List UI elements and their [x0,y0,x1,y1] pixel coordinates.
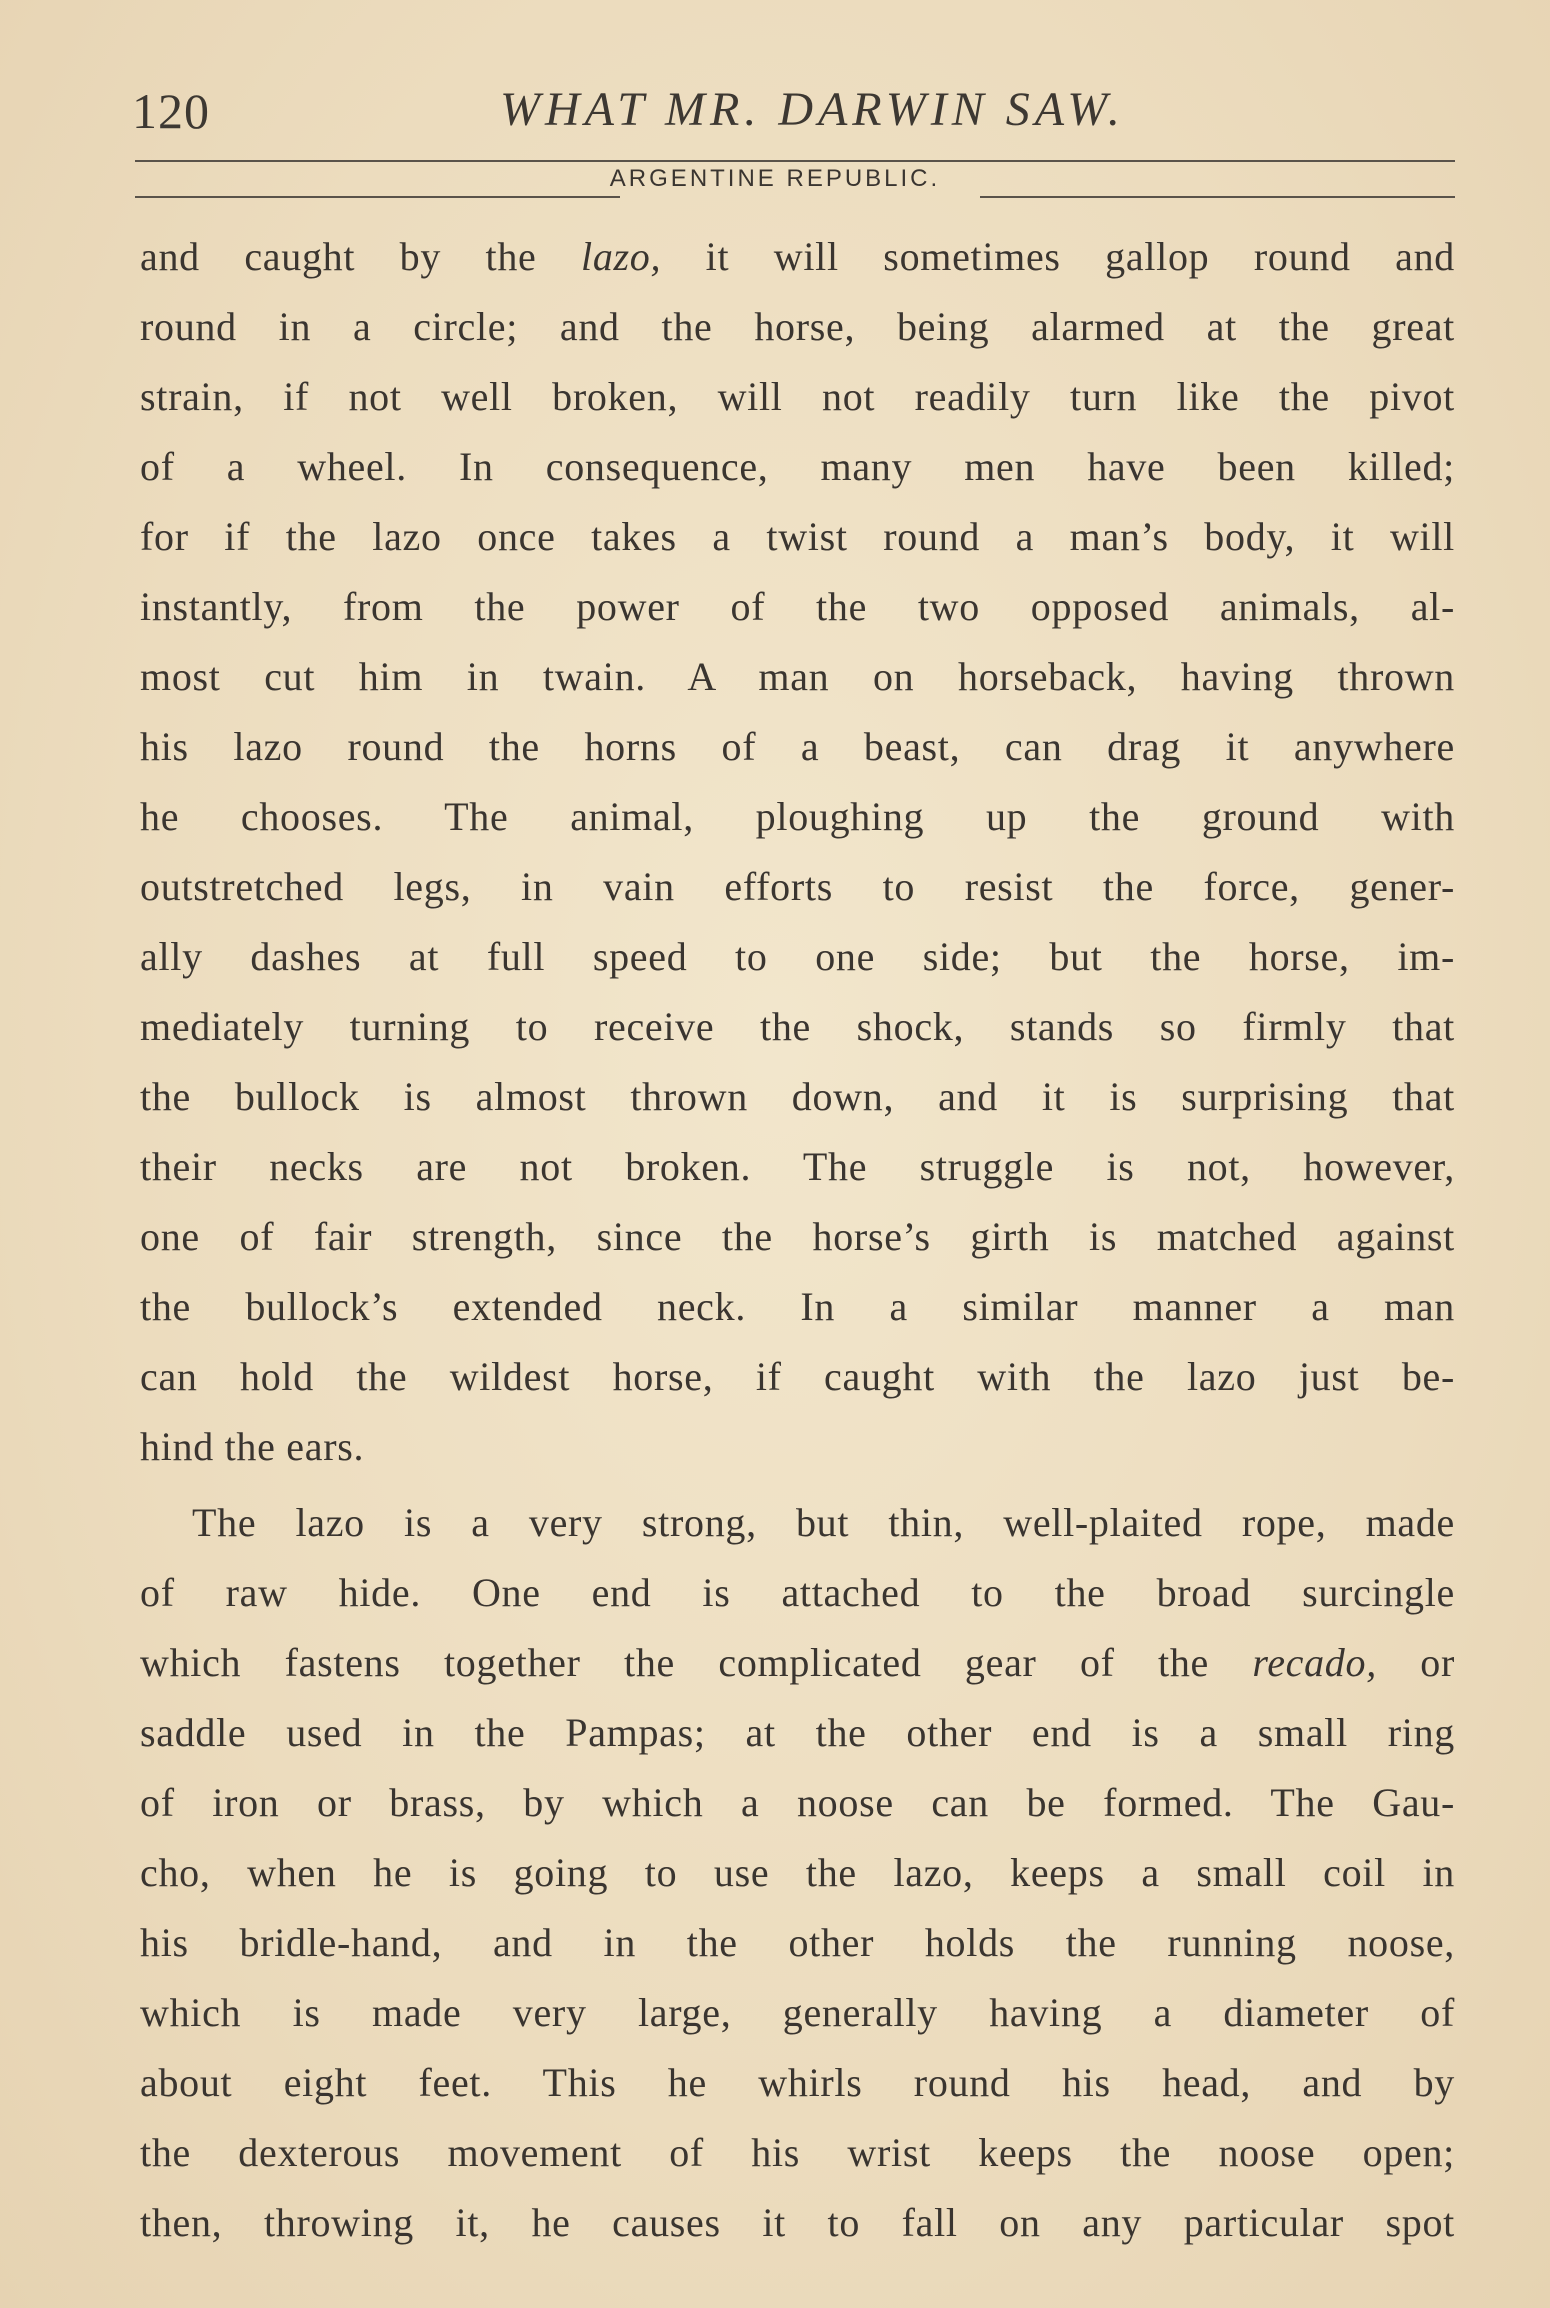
text-line: round in a circle; and the horse, being alarmed at the great [140,304,1455,349]
paragraph-1 [140,222,1455,1482]
italic-term: lazo, [581,234,662,279]
text-line: outstretched legs, in vain efforts to resist the force, gener- [140,864,1455,909]
body-text [140,222,1455,2258]
text-line: which is made very large, generally having a diameter of [140,1990,1455,2035]
text-line: he chooses. The animal, ploughing up the ground with [140,794,1455,839]
text-line: about eight feet. This he whirls round his head, and by [140,2060,1455,2105]
header-rule [135,160,1455,162]
text-line: which fastens together the complicated gear of the recado, or [140,1640,1456,1685]
text-line: his bridle-hand, and in the other holds the running noose, [140,1920,1455,1965]
text-line: hind the ears. [140,1424,365,1469]
text-line: mediately turning to receive the shock, stands so firmly that [140,1004,1455,1049]
paragraph-2 [140,1488,1455,2258]
text-line: ally dashes at full speed to one side; but the horse, im- [140,934,1455,979]
text-line: and caught by the lazo, it will sometimes gallop round and [140,234,1456,279]
text-line: the bullock is almost thrown down, and it is surprising that [140,1074,1455,1119]
text-line: one of fair strength, since the horse’s girth is matched against [140,1214,1455,1259]
section-rule-left [135,196,620,198]
text-line: his lazo round the horns of a beast, can drag it anywhere [140,724,1455,769]
text-line: of a wheel. In consequence, many men have been killed; [140,444,1455,489]
text-line: strain, if not well broken, will not readily turn like the pivot [140,374,1455,419]
page-number: 120 [132,83,210,139]
text-line: cho, when he is going to use the lazo, keeps a small coil in [140,1850,1455,1895]
text-line: then, throwing it, he causes it to fall on any particular spot [140,2200,1455,2245]
text-line: most cut him in twain. A man on horseback, having thrown [140,654,1455,699]
text-line: the bullock’s extended neck. In a similar manner a man [140,1284,1455,1329]
text-line: of iron or brass, by which a noose can be formed. The Gau- [140,1780,1455,1825]
text-line: instantly, from the power of the two opposed animals, al- [140,584,1455,629]
text-line: their necks are not broken. The struggle is not, however, [140,1144,1455,1189]
text-line: for if the lazo once takes a twist round a man’s body, it will [140,514,1455,559]
running-head [132,82,1452,152]
text-line: the dexterous movement of his wrist keeps the noose open; [140,2130,1455,2175]
section-heading: ARGENTINE REPUBLIC. [609,165,941,192]
section-rule-right [980,196,1455,198]
text-line: can hold the wildest horse, if caught with the lazo just be- [140,1354,1455,1399]
italic-term: recado, [1252,1640,1377,1685]
text-line: saddle used in the Pampas; at the other end is a small ring [140,1710,1455,1755]
text-line: The lazo is a very strong, but thin, well-plaited rope, made [192,1500,1455,1545]
text-line: of raw hide. One end is attached to the broad surcingle [140,1570,1455,1615]
book-title: WHAT MR. DARWIN SAW. [500,83,1125,136]
